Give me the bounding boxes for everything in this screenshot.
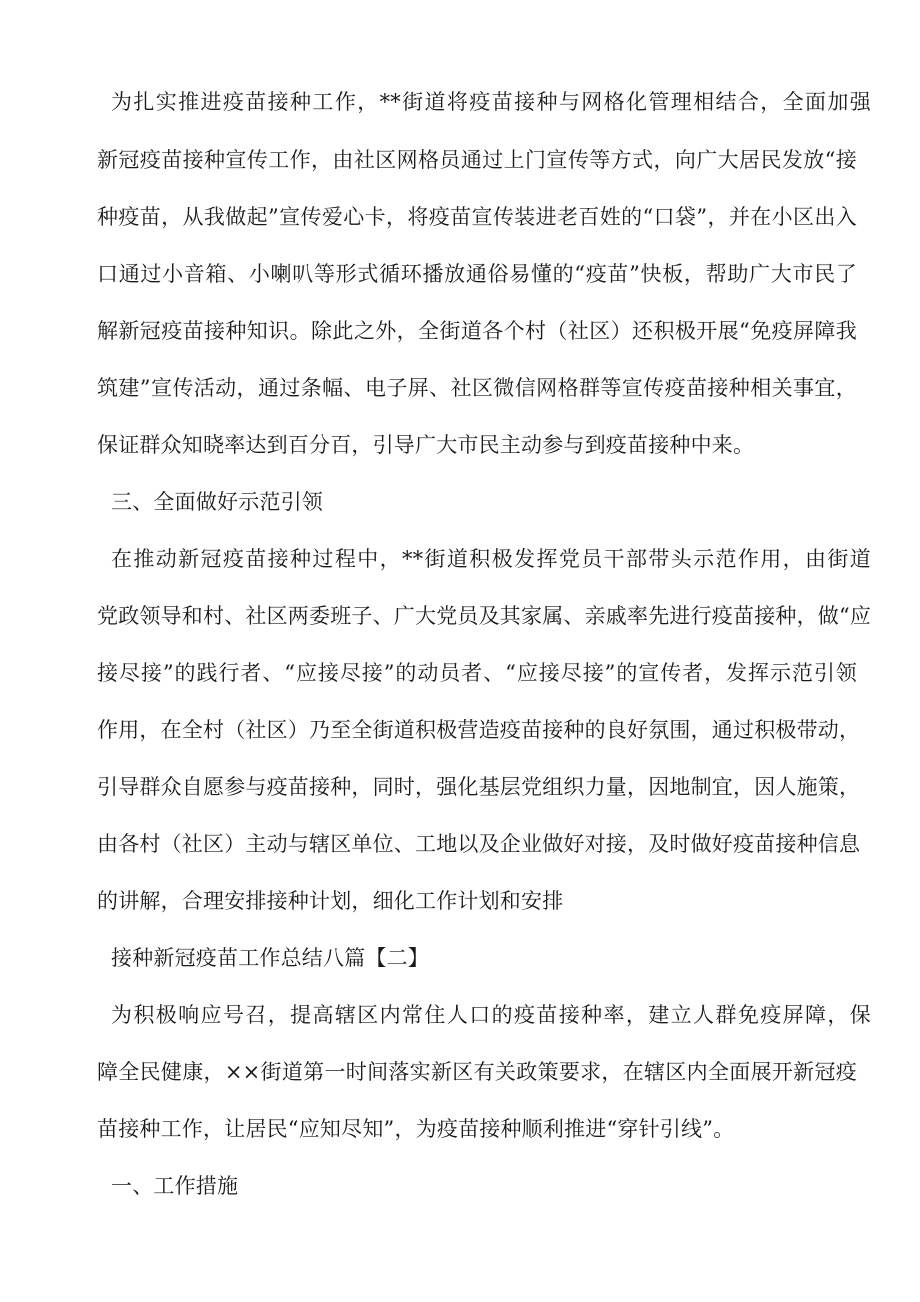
paragraph-2-line-6: 由各村（社区）主动与辖区单位、工地以及企业做好对接，及时做好疫苗接种信息 — [97, 832, 861, 856]
paragraph-1-line-1: 为扎实推进疫苗接种工作，**街道将疫苗接种与网格化管理相结合，全面加强 — [111, 90, 871, 114]
paragraph-1-line-3: 种疫苗，从我做起”宣传爱心卡，将疫苗宣传装进老百姓的“口袋”，并在小区出入 — [97, 205, 857, 229]
paragraph-3-line-1: 为积极响应号召，提高辖区内常住人口的疫苗接种率，建立人群免疫屏障，保 — [111, 1003, 871, 1027]
paragraph-2-line-2: 党政领导和村、社区两委班子、广大党员及其家属、亲戚率先进行疫苗接种，做“应 — [97, 604, 872, 628]
paragraph-1-line-2: 新冠疫苗接种宣传工作，由社区网格员通过上门宣传等方式，向广大居民发放“接 — [97, 148, 857, 172]
paragraph-1-line-5: 解新冠疫苗接种知识。除此之外，全街道各个村（社区）还积极开展“免疫屏障我 — [97, 319, 857, 343]
paragraph-3-line-3: 苗接种工作，让居民“应知尽知”，为疫苗接种顺利推进“穿针引线”。 — [97, 1117, 735, 1141]
paragraph-1-line-6: 筑建”宣传活动，通过条幅、电子屏、社区微信网格群等宣传疫苗接种相关事宜， — [97, 376, 857, 400]
paragraph-2-line-1: 在推动新冠疫苗接种过程中，**街道积极发挥党员干部带头示范作用，由街道 — [111, 547, 871, 571]
paragraph-1-line-7: 保证群众知晓率达到百分百，引导广大市民主动参与到疫苗接种中来。 — [97, 433, 755, 457]
section-heading-3: 三、全面做好示范引领 — [111, 490, 323, 514]
paragraph-2-line-4: 作用，在全村（社区）乃至全街道积极营造疫苗接种的良好氛围，通过积极带动， — [97, 718, 861, 742]
section-title: 接种新冠疫苗工作总结八篇【二】 — [111, 946, 429, 970]
section-heading-1: 一、工作措施 — [111, 1174, 239, 1198]
paragraph-2-line-5: 引导群众自愿参与疫苗接种，同时，强化基层党组织力量，因地制宜，因人施策， — [97, 775, 861, 799]
paragraph-3-line-2: 障全民健康，××街道第一时间落实新区有关政策要求，在辖区内全面展开新冠疫 — [97, 1060, 857, 1084]
paragraph-1-line-4: 口通过小音箱、小喇叭等形式循环播放通俗易懂的“疫苗”快板，帮助广大市民了 — [97, 262, 857, 286]
paragraph-2-line-7: 的讲解，合理安排接种计划，细化工作计划和安排 — [97, 889, 564, 913]
paragraph-2-line-3: 接尽接”的践行者、“应接尽接”的动员者、“应接尽接”的宣传者，发挥示范引领 — [97, 661, 857, 685]
